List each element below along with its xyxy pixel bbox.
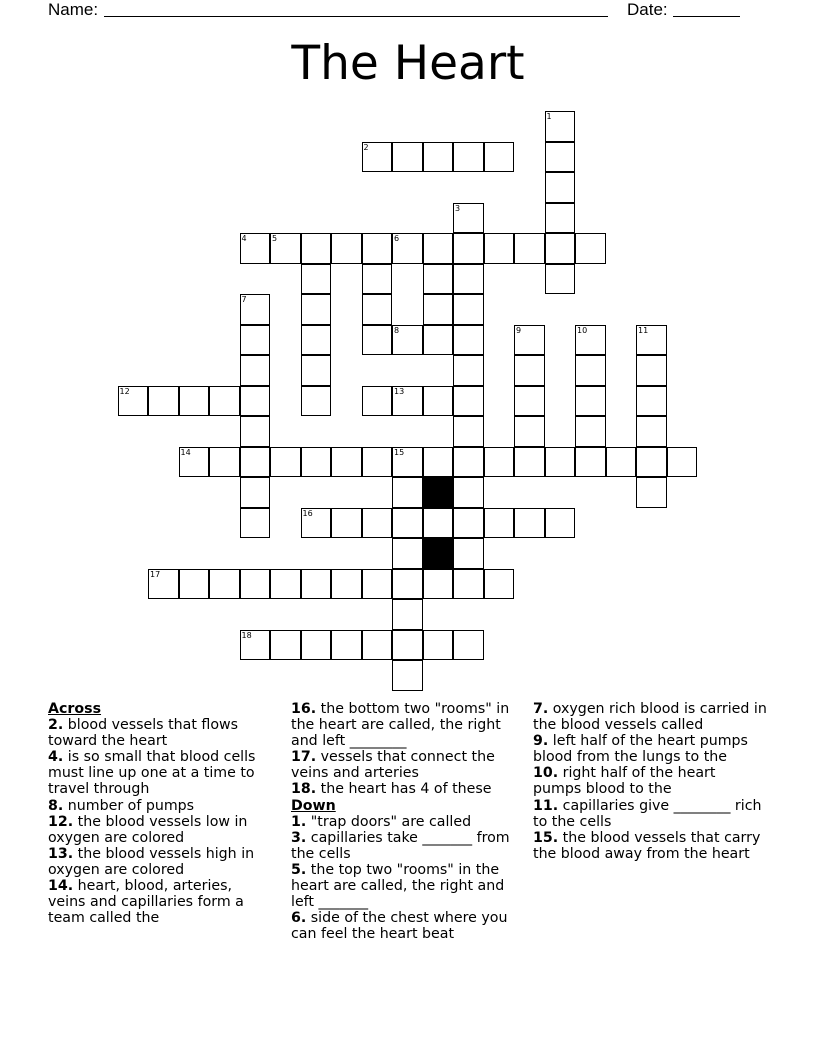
grid-cell[interactable] (453, 233, 484, 264)
grid-cell[interactable] (636, 416, 667, 447)
down-heading: Down (291, 797, 336, 814)
clue-number: 18. (291, 781, 317, 798)
grid-cell[interactable] (667, 447, 698, 478)
grid-cell[interactable] (331, 508, 362, 539)
grid-cell[interactable] (484, 233, 515, 264)
grid-cell[interactable] (392, 660, 423, 691)
grid-cell[interactable] (148, 386, 179, 417)
down-clue (533, 733, 768, 765)
clue-number: 16. (291, 701, 317, 717)
grid-cell[interactable] (545, 233, 576, 264)
grid-cell[interactable] (453, 325, 484, 356)
grid-cell[interactable] (362, 233, 393, 264)
clue-text: blood vessels that flows toward the heart (48, 717, 239, 750)
clue-text: side of the chest where you can feel the heart beat (291, 910, 508, 943)
grid-cell[interactable] (423, 142, 454, 173)
grid-cell[interactable] (301, 386, 332, 417)
grid-cell[interactable] (240, 569, 271, 600)
grid-cell[interactable] (301, 569, 332, 600)
grid-cell[interactable] (514, 355, 545, 386)
grid-cell[interactable] (362, 294, 393, 325)
clue-text: the heart has 4 of these (316, 781, 492, 798)
down-clue (533, 830, 768, 862)
down-clue (291, 910, 517, 942)
grid-cell[interactable] (392, 325, 423, 356)
grid-cell[interactable] (545, 264, 576, 295)
clue-number: 11. (533, 797, 559, 814)
grid-cell[interactable] (575, 325, 606, 356)
clue-number: 11 (638, 325, 649, 335)
across-clue (48, 846, 273, 878)
grid-cell[interactable] (240, 416, 271, 447)
clue-number: 4. (48, 749, 64, 766)
grid-cell[interactable] (545, 508, 576, 539)
clue-number: 3. (291, 829, 307, 846)
clue-text: the blood vessels that carry the blood away from the heart (533, 829, 761, 862)
grid-cell[interactable] (362, 386, 393, 417)
down-clue (533, 798, 768, 830)
grid-cell[interactable] (514, 508, 545, 539)
grid-cell[interactable] (392, 447, 423, 478)
grid-cell[interactable] (514, 447, 545, 478)
down-clue (291, 862, 517, 910)
clue-text: oxygen rich blood is carried in the blood vessels called (533, 701, 767, 734)
clue-number: 17 (150, 569, 161, 579)
grid-cell[interactable] (362, 447, 393, 478)
grid-cell[interactable] (209, 447, 240, 478)
clue-number: 5 (272, 234, 278, 243)
across-clue (48, 749, 273, 797)
clue-text: right half of the heart pumps blood to the (533, 765, 716, 798)
grid-cell[interactable] (362, 142, 393, 173)
grid-cell[interactable] (179, 569, 210, 600)
across-clue (291, 749, 517, 781)
grid-cell[interactable] (575, 447, 606, 478)
across-clue (48, 717, 273, 749)
grid-cell[interactable] (453, 538, 484, 569)
grid-cell[interactable] (392, 630, 423, 661)
clue-text: the blood vessels low in oxygen are colored (48, 813, 248, 846)
grid-cell[interactable] (331, 233, 362, 264)
grid-cell[interactable] (484, 447, 515, 478)
grid-cell[interactable] (240, 477, 271, 508)
page-title: The Heart (291, 36, 525, 91)
down-clue (533, 701, 768, 733)
grid-cell[interactable] (453, 203, 484, 234)
grid-cell[interactable] (453, 447, 484, 478)
clue-column-2 (291, 701, 517, 942)
grid-cell[interactable] (148, 569, 179, 600)
grid-cell[interactable] (423, 233, 454, 264)
grid-cell[interactable] (331, 630, 362, 661)
grid-cell[interactable] (453, 508, 484, 539)
grid-cell[interactable] (209, 386, 240, 417)
grid-cell[interactable] (453, 416, 484, 447)
grid-cell[interactable] (575, 386, 606, 417)
grid-cell[interactable] (362, 508, 393, 539)
grid-cell[interactable] (240, 508, 271, 539)
grid-cell[interactable] (514, 233, 545, 264)
grid-cell[interactable] (423, 294, 454, 325)
grid-cell[interactable] (301, 264, 332, 295)
grid-cell[interactable] (636, 355, 667, 386)
grid-cell[interactable] (453, 142, 484, 173)
across-clue (291, 701, 517, 749)
grid-cell[interactable] (453, 569, 484, 600)
clue-number: 17. (291, 749, 317, 766)
clue-text: "trap doors" are called (306, 813, 472, 830)
clue-text: heart, blood, arteries, veins and capillaries form a team called the (48, 878, 244, 927)
date-label: Date: (627, 0, 668, 19)
grid-block (423, 477, 454, 508)
clue-number: 1 (546, 112, 552, 121)
grid-cell[interactable] (636, 447, 667, 478)
grid-cell[interactable] (423, 630, 454, 661)
grid-cell[interactable] (392, 477, 423, 508)
grid-cell[interactable] (453, 264, 484, 295)
grid-cell[interactable] (514, 386, 545, 417)
grid-cell[interactable] (545, 111, 576, 142)
grid-cell[interactable] (636, 325, 667, 356)
grid-cell[interactable] (484, 508, 515, 539)
clue-number: 6. (291, 910, 307, 927)
clue-number: 7. (533, 701, 549, 717)
across-clue (48, 878, 273, 926)
clue-number: 7 (241, 295, 247, 304)
grid-cell[interactable] (636, 477, 667, 508)
grid-cell[interactable] (240, 355, 271, 386)
grid-cell[interactable] (392, 508, 423, 539)
grid-cell[interactable] (484, 142, 515, 173)
grid-cell[interactable] (545, 447, 576, 478)
grid-cell[interactable] (331, 447, 362, 478)
clue-number: 15. (533, 829, 559, 846)
grid-block (423, 538, 454, 569)
clue-number: 14. (48, 878, 74, 895)
grid-cell[interactable] (362, 325, 393, 356)
grid-cell[interactable] (301, 630, 332, 661)
grid-cell[interactable] (545, 142, 576, 173)
grid-cell[interactable] (514, 325, 545, 356)
grid-cell[interactable] (301, 294, 332, 325)
grid-cell[interactable] (423, 447, 454, 478)
clue-number: 10 (577, 325, 588, 335)
grid-cell[interactable] (484, 569, 515, 600)
grid-cell[interactable] (575, 416, 606, 447)
grid-cell[interactable] (270, 233, 301, 264)
grid-cell[interactable] (209, 569, 240, 600)
across-clue (291, 781, 517, 797)
down-clue (291, 814, 517, 830)
grid-cell[interactable] (392, 599, 423, 630)
clue-number: 13 (394, 386, 405, 396)
clue-text: is so small that blood cells must line up one at a time to travel through (48, 749, 256, 798)
grid-cell[interactable] (545, 203, 576, 234)
clue-number: 8. (48, 797, 64, 814)
grid-cell[interactable] (240, 447, 271, 478)
grid-cell[interactable] (270, 630, 301, 661)
grid-cell[interactable] (240, 294, 271, 325)
grid-cell[interactable] (575, 355, 606, 386)
clue-number: 15 (394, 447, 405, 457)
across-clue (48, 798, 273, 814)
grid-cell[interactable] (423, 569, 454, 600)
clue-text: number of pumps (63, 797, 195, 814)
clue-number: 9. (533, 733, 549, 750)
grid-cell[interactable] (514, 416, 545, 447)
grid-cell[interactable] (453, 294, 484, 325)
grid-cell[interactable] (392, 386, 423, 417)
clue-number: 10. (533, 765, 559, 782)
grid-cell[interactable] (453, 355, 484, 386)
clue-column-3 (533, 701, 768, 862)
clue-number: 6 (394, 234, 400, 243)
grid-cell[interactable] (118, 386, 149, 417)
name-label: Name: (48, 0, 99, 19)
grid-cell[interactable] (392, 569, 423, 600)
grid-cell[interactable] (301, 233, 332, 264)
clue-number: 5. (291, 861, 307, 878)
grid-cell[interactable] (636, 386, 667, 417)
clue-number: 1. (291, 813, 307, 830)
grid-cell[interactable] (392, 233, 423, 264)
grid-cell[interactable] (240, 325, 271, 356)
across-clue (48, 814, 273, 846)
grid-cell[interactable] (301, 508, 332, 539)
grid-cell[interactable] (423, 325, 454, 356)
grid-cell[interactable] (362, 264, 393, 295)
grid-cell[interactable] (301, 325, 332, 356)
down-clue (533, 765, 768, 797)
clue-column-1 (48, 701, 273, 926)
grid-cell[interactable] (270, 447, 301, 478)
grid-cell[interactable] (423, 508, 454, 539)
clue-text: capillaries take _______ from the cells (291, 829, 510, 862)
grid-cell[interactable] (423, 386, 454, 417)
clue-number: 12 (119, 386, 130, 396)
clue-number: 2. (48, 717, 64, 734)
clue-text: capillaries give ________ rich to the cells (533, 797, 762, 830)
grid-cell[interactable] (453, 477, 484, 508)
clue-text: left half of the heart pumps blood from the lungs to the (533, 733, 748, 766)
clue-number: 18 (241, 630, 252, 640)
clue-number: 16 (302, 508, 313, 518)
clue-number: 3 (455, 203, 461, 213)
grid-cell[interactable] (423, 264, 454, 295)
clue-number: 12. (48, 813, 74, 830)
grid-cell[interactable] (453, 630, 484, 661)
clue-number: 8 (394, 325, 400, 335)
clue-number: 9 (516, 325, 522, 335)
grid-cell[interactable] (301, 447, 332, 478)
clue-text: vessels that connect the veins and arteries (291, 749, 495, 782)
grid-cell[interactable] (270, 569, 301, 600)
grid-cell[interactable] (575, 233, 606, 264)
clue-text: the top two "rooms" in the heart are called, the right and left _______ (291, 861, 505, 911)
grid-cell[interactable] (392, 538, 423, 569)
grid-cell[interactable] (240, 630, 271, 661)
grid-cell[interactable] (606, 447, 637, 478)
grid-cell[interactable] (179, 386, 210, 417)
clue-number: 13. (48, 845, 74, 862)
grid-cell[interactable] (331, 569, 362, 600)
clue-text: the blood vessels high in oxygen are colored (48, 845, 255, 878)
grid-cell[interactable] (179, 447, 210, 478)
clue-number: 14 (180, 447, 191, 457)
across-heading: Across (48, 701, 102, 717)
clue-number: 2 (363, 142, 369, 152)
grid-cell[interactable] (362, 569, 393, 600)
grid-cell[interactable] (545, 172, 576, 203)
clue-number: 4 (241, 234, 247, 243)
grid-cell[interactable] (392, 142, 423, 173)
grid-cell[interactable] (301, 355, 332, 386)
clue-text: the bottom two "rooms" in the heart are called, the right and left ________ (291, 701, 510, 750)
grid-cell[interactable] (362, 630, 393, 661)
down-clue (291, 830, 517, 862)
grid-cell[interactable] (240, 386, 271, 417)
grid-cell[interactable] (240, 233, 271, 264)
grid-cell[interactable] (453, 386, 484, 417)
